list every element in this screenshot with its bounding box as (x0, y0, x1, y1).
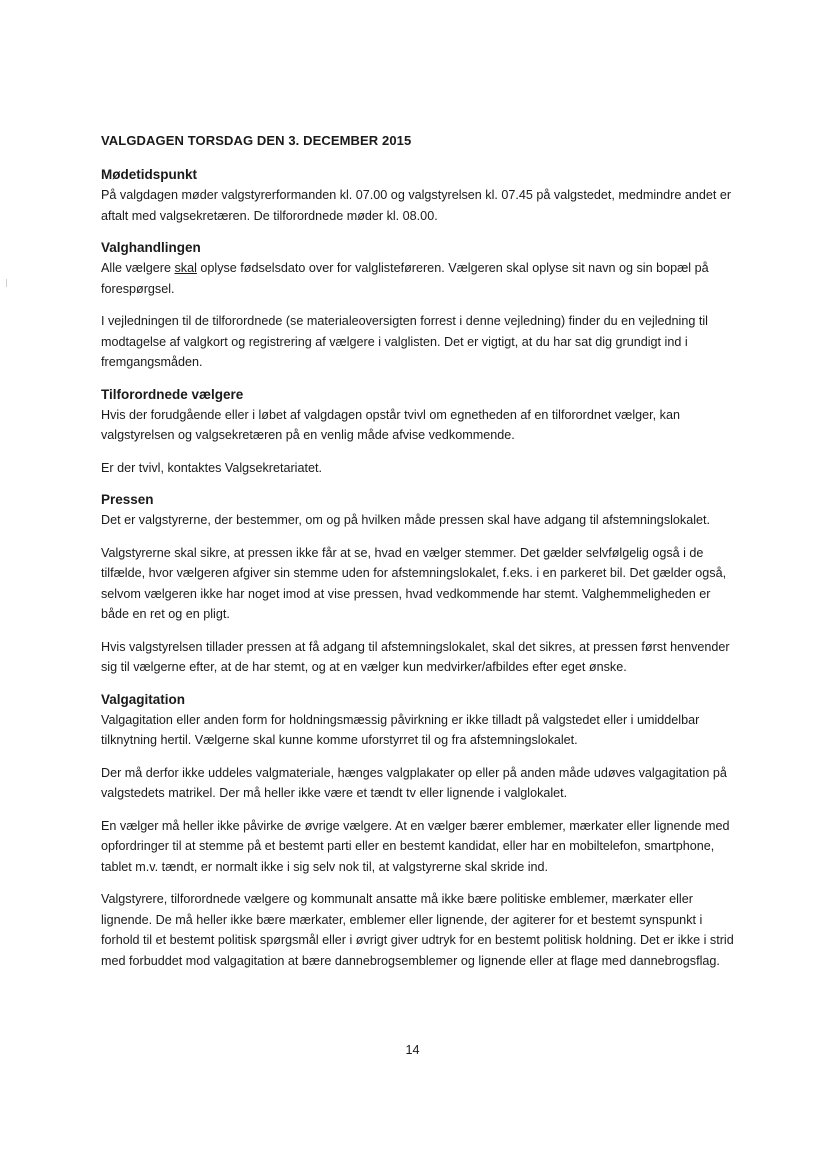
section-valgagitation (101, 690, 737, 972)
page-number: 14 (405, 1043, 420, 1057)
paragraph: Valgstyrerne skal sikre, at pressen ikke får at se, hvad en vælger stemmer. Det gælder selvfølgelig også i de tilfælde, hvor vælgeren afgiver sin stemme uden for afstemningslokalet, f.eks. i en parkeret bil. Det gælder også, selvom vælgeren ikke har noget imod at vise pressen, hvad vedkommende har stemt. Valghemmeligheden er både en ret og en pligt. (101, 545, 727, 621)
section-heading: Pressen (101, 492, 154, 507)
paragraph: I vejledningen til de tilforordnede (se materialeoversigten forrest i denne vejledning) finder du en vejledning til modtagelse af valgkort og registrering af vælgere i valglisten. Det er vigtigt, at du har sat dig grundigt ind i fremgangsmåden. (101, 314, 708, 369)
section-moedetidspunkt (101, 165, 737, 226)
paragraph: Hvis valgstyrelsen tillader pressen at få adgang til afstemningslokalet, skal det sikres, at pressen først henvender sig til vælgerne efter, at de har stemt, og at en vælger kun medvirker/afbildes efter eget ønske. (101, 639, 730, 674)
section-tilforordnede-vaelgere (101, 385, 737, 479)
paragraph-text: oplyse fødselsdato over for valglisteføreren. Vælgeren skal oplyse sit navn og sin bopæl på forespørgsel. (101, 261, 709, 296)
paragraph: Der må derfor ikke uddeles valgmateriale, hænges valgplakater op eller på anden måde udøves valgagitation på valgstedets matrikel. Der må heller ikke være et tændt tv eller lignende i valglokalet. (101, 765, 727, 800)
section-heading: Valgagitation (101, 691, 186, 707)
scan-margin-mark (6, 279, 7, 287)
section-valghandlingen (101, 238, 737, 373)
section-heading: Mødetidspunkt (101, 167, 197, 182)
section-pressen (101, 490, 737, 678)
underlined-word: skal (174, 261, 197, 275)
paragraph: Valgagitation eller anden form for holdningsmæssig påvirkning er ikke tilladt på valgstedet eller i umiddelbar tilknytning hertil. Vælgerne skal kunne komme uforstyrret til og fra afstemningslokalet. (101, 712, 700, 747)
page-content (101, 131, 737, 983)
paragraph: Er der tvivl, kontaktes Valgsekretariatet. (101, 460, 322, 475)
paragraph: På valgdagen møder valgstyrerformanden kl. 07.00 og valgstyrelsen kl. 07.45 på valgstedet, medmindre andet er aftalt med valgsekretæren. De tilforordnede møder kl. 08.00. (101, 188, 732, 223)
paragraph: Valgstyrere, tilforordnede vælgere og kommunalt ansatte må ikke bære politiske emblemer, mærkater eller lignende. De må heller ikke bære mærkater, emblemer eller lignende, der agiterer for et bestemt synspunkt i forhold til et bestemt politisk spørgsmål eller i øvrigt giver udtryk for en bestemt politisk holdning. Det er ikke i strid med forbuddet mod valgagitation at bære dannebrogsemblemer og lignende eller at flage med dannebrogsflag. (101, 892, 734, 968)
section-heading: Valghandlingen (101, 240, 201, 255)
paragraph: Det er valgstyrerne, der bestemmer, om og på hvilken måde pressen skal have adgang til afstemningslokalet. (101, 513, 711, 527)
section-heading: Tilforordnede vælgere (101, 386, 244, 402)
paragraph (101, 258, 737, 299)
paragraph: En vælger må heller ikke påvirke de øvrige vælgere. At en vælger bærer emblemer, mærkater eller lignende med opfordringer til at stemme på et bestemt parti eller en bestemt kandidat, eller har en mobiltelefon, smartphone, tablet m.v. tændt, er normalt ikke i sig selv nok til, at valgstyrerne skal skride ind. (101, 818, 730, 874)
document-title: VALGDAGEN TORSDAG DEN 3. DECEMBER 2015 (101, 133, 412, 148)
paragraph: Hvis der forudgående eller i løbet af valgdagen opstår tvivl om egnetheden af en tilforordnet vælger, kan valgstyrelsen og valgsekretæren på en venlig måde afvise vedkommende. (101, 407, 680, 442)
paragraph-text: Alle vælgere (101, 261, 175, 275)
